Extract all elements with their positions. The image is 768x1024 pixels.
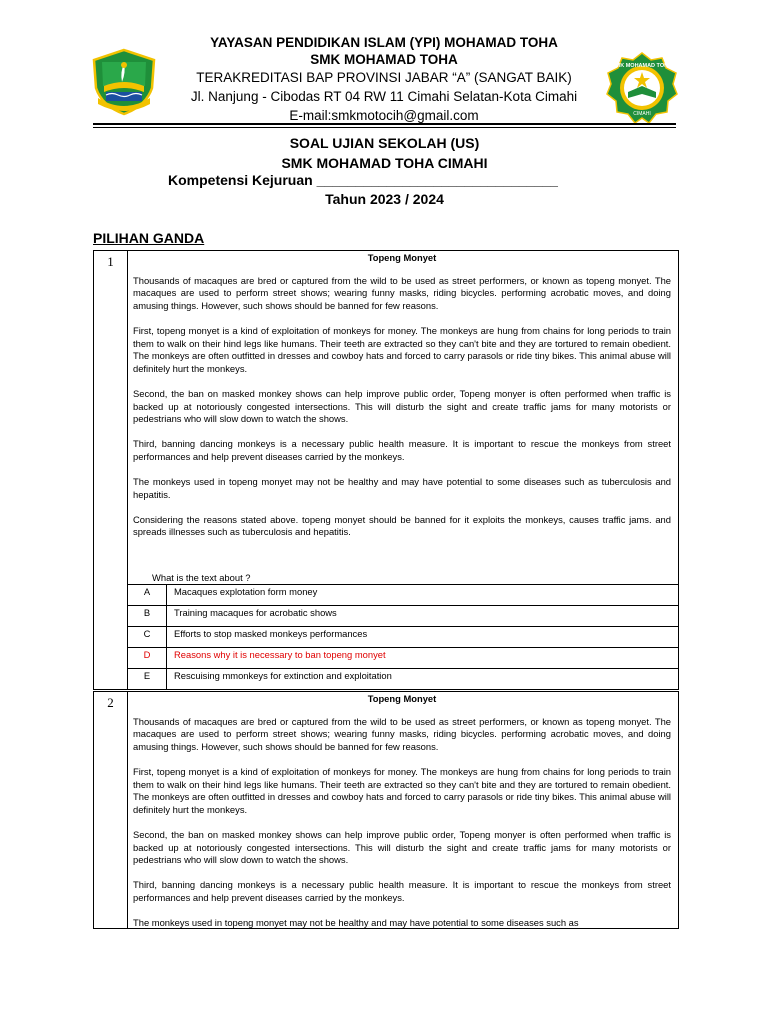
reading-passage	[128, 692, 678, 928]
option-letter: D	[128, 648, 167, 669]
answer-options	[128, 584, 678, 689]
smk-mohamad-toha-logo	[606, 52, 678, 124]
paragraph: Second, the ban on masked monkey shows can help improve public order, Topeng monyer is often performed when traffic is backed up at notoriously congested intersections. This will disturb the sight and create traffic jams for many motorists or pedestrians who will slow down to watch the shows.	[133, 828, 671, 866]
option-text: Reasons why it is necessary to ban topeng monyet	[167, 648, 679, 669]
jabar-emblem-logo	[90, 48, 158, 116]
school-year: Tahun 2023 / 2024	[325, 191, 444, 207]
exam-title	[93, 134, 676, 173]
kompetensi-field: Kompetensi Kejuruan _______________________________	[168, 172, 558, 188]
option-d-correct[interactable]	[128, 648, 678, 669]
address: Jl. Nanjung - Cibodas RT 04 RW 11 Cimahi Selatan-Kota Cimahi	[190, 89, 578, 104]
header-divider-thin	[93, 127, 676, 128]
reading-passage	[128, 252, 678, 539]
passage-title: Topeng Monyet	[367, 693, 437, 704]
logo-bottom-text: CIMAHI	[633, 111, 651, 117]
option-text: Macaques explotation form money	[167, 585, 679, 606]
question-text: What is the text about ?	[152, 572, 251, 584]
question-number: 1	[94, 251, 128, 690]
logo-top-text: SMK MOHAMAD TOHA	[611, 63, 673, 69]
passage-title: Topeng Monyet	[367, 252, 437, 263]
paragraph: Second, the ban on masked monkey shows can help improve public order, Topeng monyer is often performed when traffic is backed up at notoriously congested intersections. This will disturb the sight and create traffic jams for many motorists or pedestrians who will slow down to watch the shows.	[133, 387, 671, 425]
question-block-2	[93, 691, 679, 929]
option-letter: A	[128, 585, 167, 606]
header-divider-thick	[93, 123, 676, 125]
option-e[interactable]	[128, 669, 678, 690]
option-b[interactable]	[128, 606, 678, 627]
option-text: Efforts to stop masked monkeys performances	[167, 627, 679, 648]
paragraph: First, topeng monyet is a kind of exploitation of monkeys for money. The monkeys are hung from chains for long periods to train them to walk on their hind legs like humans. Their teeth are extracted so they can't bite and they are tortured to remain obedient. The monkeys are often outfitted in dresses and cowboy hats and forced to carry parasols or ride tiny bikes. This animal abuse will definitely hurt the monkeys.	[133, 324, 671, 374]
paragraph: The monkeys used in topeng monyet may not be healthy and may have potential to some diseases such as tuberculosis and hepatitis.	[133, 476, 671, 500]
option-a[interactable]	[128, 585, 678, 606]
paragraph: Thousands of macaques are bred or captured from the wild to be used as street performers, or known as topeng monyet. The macaques are used to perform street shows; wearing funny masks, riding bicycles. performing acrobatic moves, and doing amusing things. However, such shows should be banned for few reasons.	[133, 715, 671, 752]
accreditation: TERAKREDITASI BAP PROVINSI JABAR “A” (SANGAT BAIK)	[196, 70, 572, 85]
option-c[interactable]	[128, 627, 678, 648]
option-letter: E	[128, 669, 167, 690]
exam-title-line1: SOAL UJIAN SEKOLAH (US)	[289, 135, 480, 151]
option-text: Rescuising mmonkeys for extinction and exploitation	[167, 669, 679, 690]
option-text: Training macaques for acrobatic shows	[167, 606, 679, 627]
question-block-1	[93, 250, 679, 690]
paragraph: Third, banning dancing monkeys is a necessary public health measure. It is important to rescue the monkeys from street performances and help prevent diseases carried by the monkeys.	[133, 879, 671, 903]
letterhead	[160, 34, 608, 125]
option-letter: C	[128, 627, 167, 648]
option-letter: B	[128, 606, 167, 627]
foundation-name: YAYASAN PENDIDIKAN ISLAM (YPI) MOHAMAD TOHA	[210, 35, 558, 50]
paragraph: First, topeng monyet is a kind of exploitation of monkeys for money. The monkeys are hung from chains for long periods to train them to walk on their hind legs like humans. Their teeth are extracted so they can't bite and they are tortured to remain obedient. The monkeys are often outfitted in dresses and cowboy hats and forced to carry parasols or ride tiny bikes. This animal abuse will definitely hurt the monkeys.	[133, 765, 671, 815]
paragraph: Thousands of macaques are bred or captured from the wild to be used as street performers, or known as topeng monyet. The macaques are used to perform street shows; wearing funny masks, riding bicycles. performing acrobatic moves, and doing amusing things. However, such shows should be banned for few reasons.	[133, 274, 671, 311]
email: E-mail:smkmotocih@gmail.com	[289, 108, 479, 123]
school-name: SMK MOHAMAD TOHA	[310, 52, 458, 67]
paragraph: Third, banning dancing monkeys is a necessary public health measure. It is important to rescue the monkeys from street performances and help prevent diseases carried by the monkeys.	[133, 438, 671, 462]
paragraph: Considering the reasons stated above. topeng monyet should be banned for it exploits the monkeys, causes traffic jams. and spreads illnesses such as tuberculosis and hepatitis.	[133, 513, 671, 538]
paragraph: The monkeys used in topeng monyet may not be healthy and may have potential to some diseases such as	[133, 917, 579, 928]
section-title: PILIHAN GANDA	[93, 230, 205, 246]
question-number: 2	[94, 692, 128, 929]
exam-title-line2: SMK MOHAMAD TOHA CIMAHI	[281, 154, 488, 171]
